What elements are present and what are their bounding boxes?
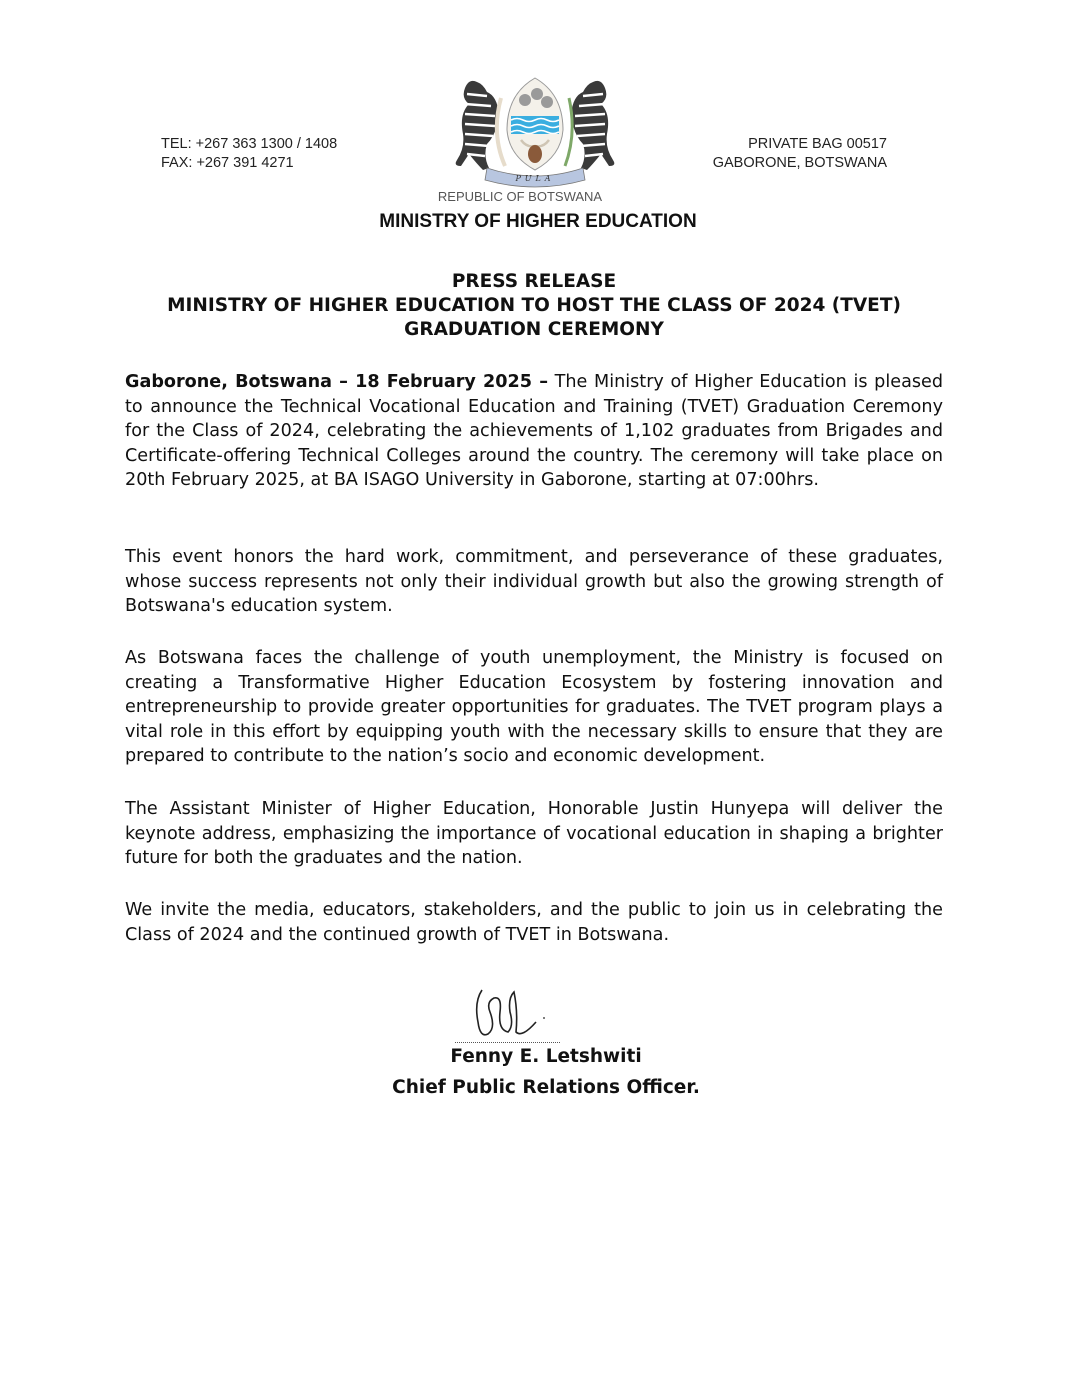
title-line-1: PRESS RELEASE bbox=[451, 271, 617, 292]
paragraph-honors: This event honors the hard work, commitment, and perseverance of these graduates, whose success represents not only their individual growth but also the growing strength of Botswana's education system. bbox=[125, 547, 943, 617]
signature-line bbox=[455, 1042, 560, 1043]
paragraph-announcement bbox=[125, 370, 943, 493]
ministry-name: MINISTRY OF HIGHER EDUCATION bbox=[379, 211, 697, 232]
paragraph-1-text: The Ministry of Higher Education is pleased to announce the Technical Vocational Education and Training (TVET) Graduation Ceremony for the Class of 2024, celebrating the achievements of 1,102 graduates from Brigades and Certificate-offering Technical Colleges around the country. The ceremony will take place on 20th February 2025, at BA ISAGO University in Gaborone, starting at 07:00hrs. bbox=[125, 372, 944, 491]
address-line-1: PRIVATE BAG 00517 bbox=[748, 136, 887, 152]
signature-icon bbox=[460, 982, 570, 1044]
title-line-3: GRADUATION CEREMONY bbox=[404, 319, 664, 340]
left-zebra-icon bbox=[456, 81, 499, 170]
address-line-2: GABORONE, BOTSWANA bbox=[712, 155, 887, 171]
address-block bbox=[713, 135, 887, 173]
signatory-name: Fenny E. Letshwiti bbox=[450, 1046, 642, 1067]
telephone: TEL: +267 363 1300 / 1408 bbox=[161, 136, 338, 152]
fax: FAX: +267 391 4271 bbox=[161, 155, 294, 171]
contact-block bbox=[161, 135, 337, 173]
paragraph-keynote: The Assistant Minister of Higher Education, Honorable Justin Hunyepa will deliver the keynote address, emphasizing the importance of vocational education in shaping a brighter future for both the graduates and the nation. bbox=[125, 799, 943, 869]
country-name: REPUBLIC OF BOTSWANA bbox=[437, 189, 603, 204]
dateline: Gaborone, Botswana – 18 February 2025 – bbox=[125, 372, 548, 392]
press-release-title bbox=[110, 270, 958, 342]
signatory-role: Chief Public Relations Officer. bbox=[392, 1077, 700, 1098]
right-zebra-icon bbox=[571, 81, 614, 170]
paragraph-unemployment: As Botswana faces the challenge of youth unemployment, the Ministry is focused on creating a Transformative Higher Education Ecosystem by fostering innovation and entrepreneurship to provide greater opportunities for graduates. The TVET program plays a vital role in this effort by equipping youth with the necessary skills to ensure that they are prepared to contribute to the nation’s socio and economic development. bbox=[125, 648, 943, 767]
title-line-2: MINISTRY OF HIGHER EDUCATION TO HOST THE CLASS OF 2024 (TVET) bbox=[167, 295, 901, 316]
coat-of-arms-icon bbox=[447, 74, 623, 192]
paragraph-invitation: We invite the media, educators, stakeholders, and the public to join us in celebrating the Class of 2024 and the continued growth of TVET in Botswana. bbox=[125, 900, 943, 945]
crest-motto: PULA bbox=[515, 174, 555, 183]
